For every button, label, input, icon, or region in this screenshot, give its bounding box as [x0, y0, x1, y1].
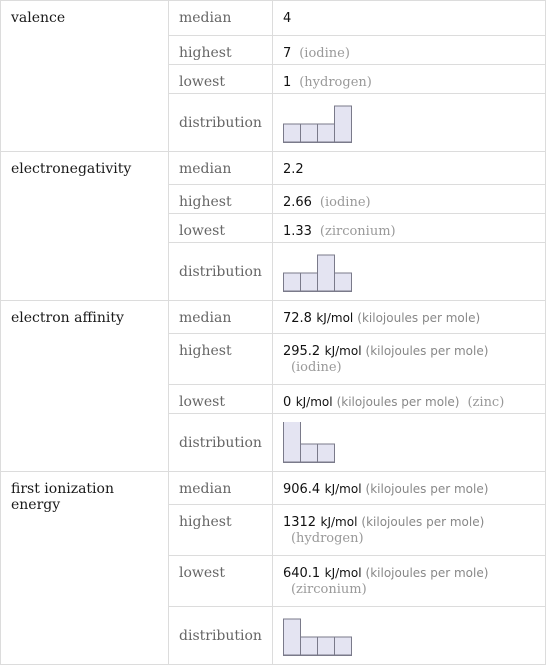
attribute-label: median: [169, 152, 273, 185]
element-note: (zirconium): [319, 224, 396, 239]
value: 640.1: [282, 566, 321, 581]
value: 0: [282, 395, 292, 410]
unit: kJ/mol: [324, 566, 362, 580]
unit-note: (kilojoules per mole): [361, 515, 485, 529]
histogram-bar: [283, 124, 300, 142]
value: 1: [282, 75, 292, 90]
value-cell: [272, 505, 545, 556]
unit-note: (kilojoules per mole): [365, 482, 489, 496]
unit-note: (kilojoules per mole): [357, 311, 481, 325]
distribution-cell: [272, 243, 545, 301]
attribute-label: highest: [169, 36, 273, 65]
value: 906.4: [282, 482, 321, 497]
attribute-label: highest: [169, 505, 273, 556]
attribute-label: median: [169, 1, 273, 36]
value: 4: [282, 11, 292, 26]
attribute-label: distribution: [169, 607, 273, 665]
value: 72.8: [282, 311, 312, 326]
distribution-cell: [272, 94, 545, 152]
attribute-label: distribution: [169, 414, 273, 472]
element-note: (iodine): [290, 360, 342, 375]
histogram-bar: [334, 637, 351, 655]
value: 2.66: [282, 195, 312, 210]
element-note: (hydrogen): [299, 75, 372, 90]
distribution-histogram: [283, 615, 355, 657]
unit: kJ/mol: [324, 344, 362, 358]
value-cell: [272, 385, 545, 414]
attribute-label: highest: [169, 185, 273, 214]
histogram-bar: [334, 106, 351, 142]
row-ionization-median: [1, 472, 546, 505]
histogram-bar: [300, 444, 317, 462]
histogram-bar: [300, 124, 317, 142]
value-cell: [272, 36, 545, 65]
value: 7: [282, 46, 292, 61]
unit-note: (kilojoules per mole): [365, 344, 489, 358]
value-cell: [272, 152, 545, 185]
unit: kJ/mol: [320, 515, 358, 529]
attribute-label: lowest: [169, 556, 273, 607]
property-name: electron affinity: [1, 301, 169, 472]
histogram-bar: [317, 444, 334, 462]
distribution-cell: [272, 607, 545, 665]
element-note: (iodine): [319, 195, 371, 210]
histogram-bar: [283, 422, 300, 462]
value-cell: [272, 556, 545, 607]
value: 295.2: [282, 344, 321, 359]
unit-note: (kilojoules per mole): [336, 395, 460, 409]
row-valence-median: [1, 1, 546, 36]
attribute-label: lowest: [169, 214, 273, 243]
attribute-label: lowest: [169, 65, 273, 94]
attribute-label: lowest: [169, 385, 273, 414]
attribute-label: highest: [169, 334, 273, 385]
attribute-label: median: [169, 472, 273, 505]
value: 1312: [282, 515, 317, 530]
property-name: first ionization energy: [1, 472, 169, 665]
histogram-bar: [283, 619, 300, 655]
unit: kJ/mol: [316, 311, 354, 325]
element-note: (iodine): [299, 46, 350, 61]
element-note: (hydrogen): [290, 531, 364, 546]
value-cell: [272, 334, 545, 385]
distribution-cell: [272, 414, 545, 472]
histogram-bar: [317, 637, 334, 655]
element-note: (zinc): [467, 395, 505, 410]
unit: kJ/mol: [295, 395, 333, 409]
value-cell: [272, 185, 545, 214]
histogram-bar: [283, 273, 300, 291]
attribute-label: distribution: [169, 243, 273, 301]
histogram-bar: [334, 273, 351, 291]
attribute-label: median: [169, 301, 273, 334]
value-cell: [272, 214, 545, 243]
attribute-label: distribution: [169, 94, 273, 152]
unit: kJ/mol: [324, 482, 362, 496]
value-cell: [272, 301, 545, 334]
row-electronegativity-median: [1, 152, 546, 185]
row-electron-affinity-median: [1, 301, 546, 334]
property-name: valence: [1, 1, 169, 152]
histogram-bar: [317, 124, 334, 142]
property-name: electronegativity: [1, 152, 169, 301]
histogram-bar: [317, 255, 334, 291]
distribution-histogram: [283, 102, 355, 144]
element-note: (zirconium): [290, 582, 367, 597]
distribution-histogram: [283, 422, 355, 464]
histogram-bar: [300, 637, 317, 655]
value: 2.2: [282, 162, 304, 177]
unit-note: (kilojoules per mole): [365, 566, 489, 580]
value-cell: [272, 65, 545, 94]
distribution-histogram: [283, 251, 355, 293]
histogram-bar: [300, 273, 317, 291]
value-cell: [272, 1, 545, 36]
value-cell: [272, 472, 545, 505]
value: 1.33: [282, 224, 312, 239]
